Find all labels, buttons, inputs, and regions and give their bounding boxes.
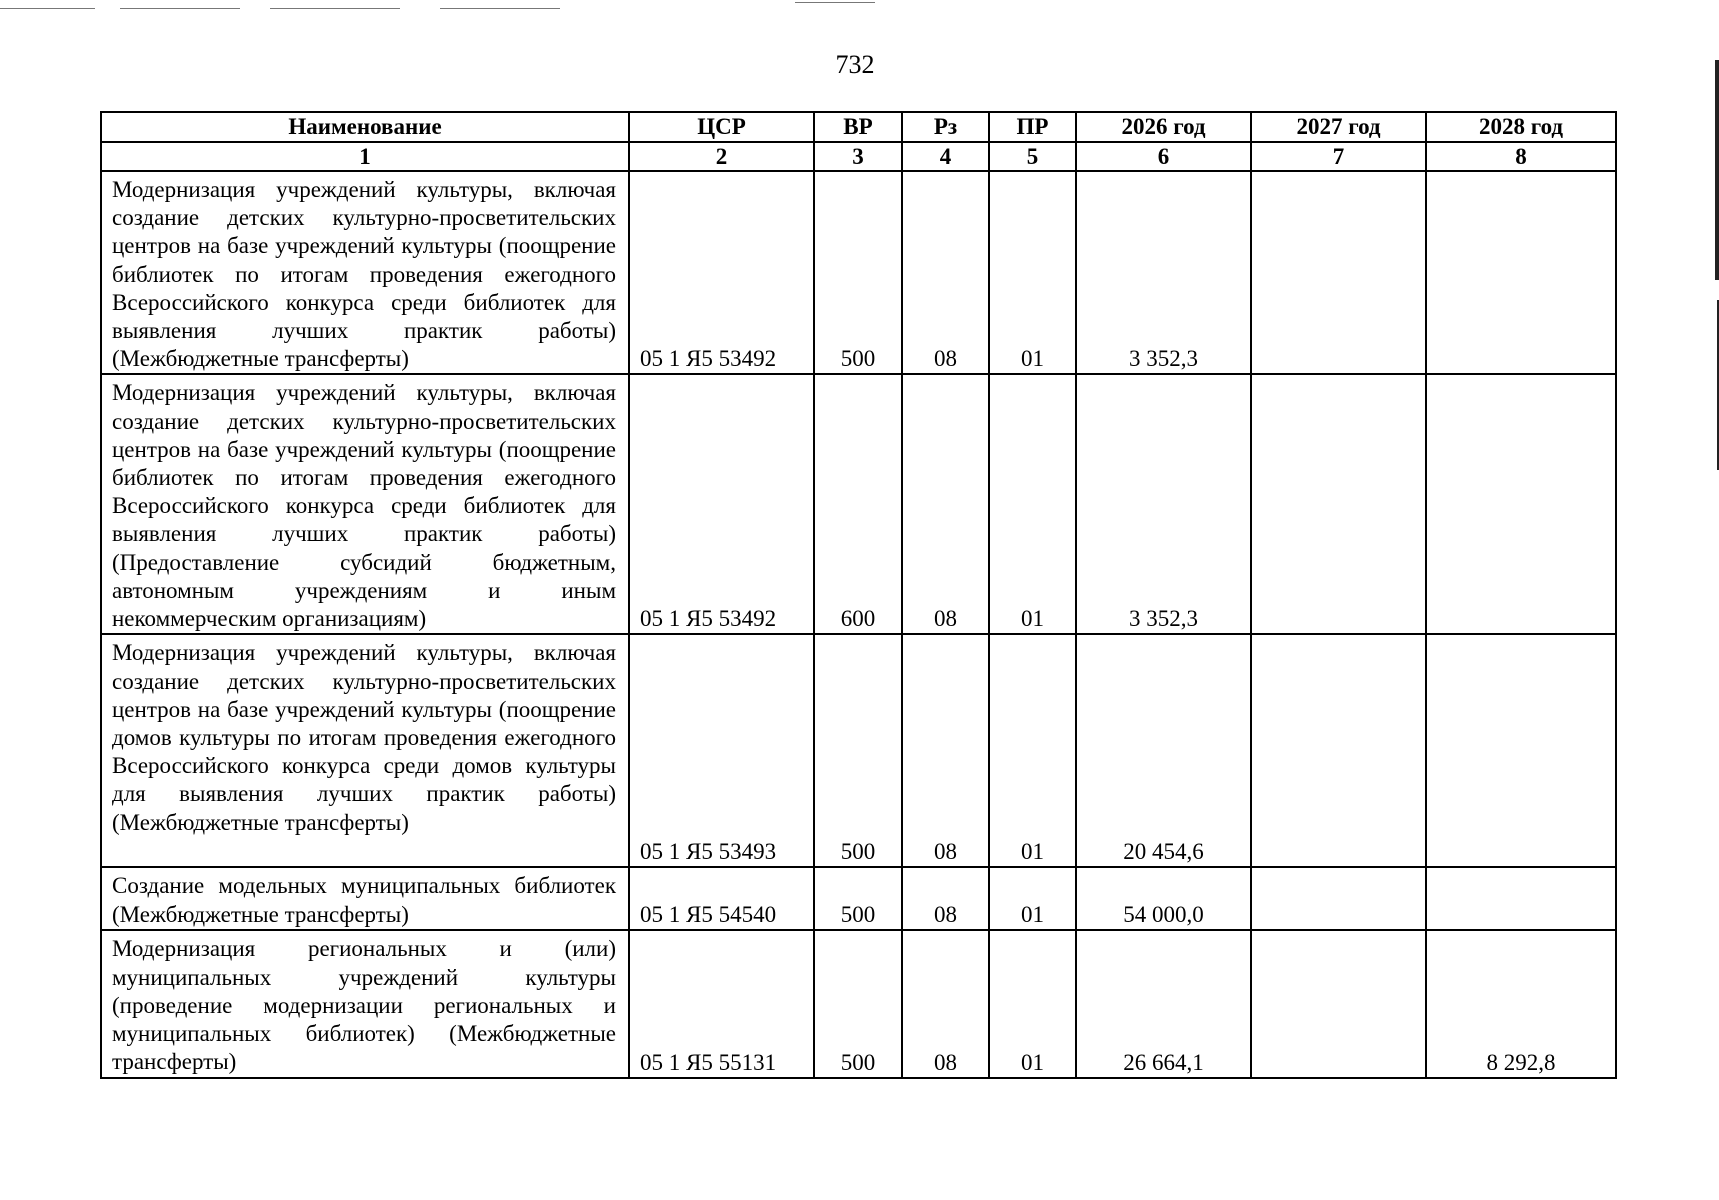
row-2027 [1251,171,1426,374]
page-number: 732 [835,50,875,79]
scan-artifact-line [795,2,875,3]
row-csr: 05 1 Я5 53492 [629,374,814,634]
header-pr: ПР [989,112,1076,142]
row-2028 [1426,171,1616,374]
row-2026: 3 352,3 [1076,374,1251,634]
column-number: 7 [1251,142,1426,171]
row-2028 [1426,867,1616,930]
row-name: Модернизация учреждений культуры, включая создание детских культурно-просветительских центров на базе учреждений культуры (поощрение библиотек по итогам проведения ежегодного Всероссийского конкурса среди библиотек для выявления лучших практик работы) (Предоставление субсидий бюджетным, автономным учреждениям и иным некоммерческим организациям) [101,374,629,634]
row-2027 [1251,867,1426,930]
header-row [101,112,1616,142]
column-number: 6 [1076,142,1251,171]
scan-artifact-line [440,8,560,9]
row-pr: 01 [989,171,1076,374]
row-2028 [1426,634,1616,867]
row-vr: 500 [814,634,902,867]
header-vr: ВР [814,112,902,142]
header-rz: Рз [902,112,989,142]
row-2026: 3 352,3 [1076,171,1251,374]
table-row [101,634,1616,867]
row-rz: 08 [902,634,989,867]
row-name: Модернизация региональных и (или) муниципальных учреждений культуры (проведение модернизации региональных и муниципальных библиотек) (Межбюджетные трансферты) [101,930,629,1078]
column-number: 8 [1426,142,1616,171]
row-pr: 01 [989,634,1076,867]
row-csr: 05 1 Я5 53492 [629,171,814,374]
header-csr: ЦСР [629,112,814,142]
table-row [101,374,1616,634]
row-pr: 01 [989,867,1076,930]
row-vr: 500 [814,930,902,1078]
table-row [101,930,1616,1078]
scan-artifact-line [270,8,400,9]
column-number-row [101,142,1616,171]
scan-artifact-line [0,8,95,9]
column-number: 2 [629,142,814,171]
row-2027 [1251,374,1426,634]
header-2026: 2026 год [1076,112,1251,142]
column-number: 3 [814,142,902,171]
row-name: Модернизация учреждений культуры, включая создание детских культурно-просветительских центров на базе учреждений культуры (поощрение домов культуры по итогам проведения ежегодного Всероссийского конкурса среди домов культуры для выявления лучших практик работы) (Межбюджетные трансферты) [101,634,629,867]
row-2026: 54 000,0 [1076,867,1251,930]
row-2027 [1251,634,1426,867]
scan-edge-mark [1715,60,1719,280]
row-csr: 05 1 Я5 54540 [629,867,814,930]
row-vr: 500 [814,171,902,374]
row-name: Создание модельных муниципальных библиотек (Межбюджетные трансферты) [101,867,629,930]
scan-artifact-line [120,8,240,9]
column-number: 4 [902,142,989,171]
row-csr: 05 1 Я5 53493 [629,634,814,867]
row-rz: 08 [902,171,989,374]
row-csr: 05 1 Я5 55131 [629,930,814,1078]
row-2026: 26 664,1 [1076,930,1251,1078]
row-rz: 08 [902,374,989,634]
row-2026: 20 454,6 [1076,634,1251,867]
row-2027 [1251,930,1426,1078]
header-2028: 2028 год [1426,112,1616,142]
row-rz: 08 [902,930,989,1078]
row-vr: 600 [814,374,902,634]
budget-table [100,111,1617,1079]
column-number: 5 [989,142,1076,171]
row-pr: 01 [989,374,1076,634]
row-2028 [1426,374,1616,634]
header-name: Наименование [101,112,629,142]
table-row [101,867,1616,930]
header-2027: 2027 год [1251,112,1426,142]
row-name: Модернизация учреждений культуры, включая создание детских культурно-просветительских центров на базе учреждений культуры (поощрение библиотек по итогам проведения ежегодного Всероссийского конкурса среди библиотек для выявления лучших практик работы) (Межбюджетные трансферты) [101,171,629,374]
row-pr: 01 [989,930,1076,1078]
row-2028: 8 292,8 [1426,930,1616,1078]
table-row [101,171,1616,374]
row-rz: 08 [902,867,989,930]
row-vr: 500 [814,867,902,930]
column-number: 1 [101,142,629,171]
